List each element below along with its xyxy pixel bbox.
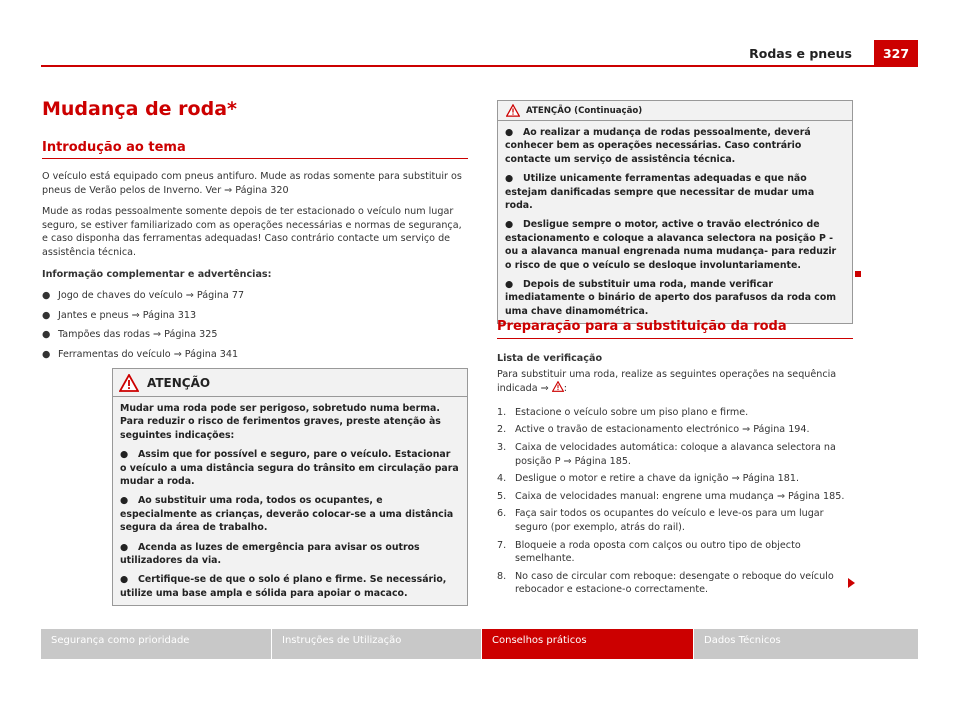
step-text: Bloqueie a roda oposta com calços ou outro tipo de objecto semelhante.: [515, 539, 801, 565]
step-text: Faça sair todos os ocupantes do veículo e leve-os para um lugar seguro (por exemplo, atrás do rail).: [515, 508, 824, 533]
list-item: 4. Desligue o motor e retire a chave da ignição ⇒ Página 181.: [497, 473, 800, 485]
warning-item: ● Ao substituir uma roda, todos os ocupantes, e especialmente as crianças, deverão colocar-se a uma distância segura da área de trabalho.: [120, 495, 454, 534]
warning-body: [498, 121, 852, 323]
checklist-intro: [497, 368, 853, 396]
intro-text: [42, 170, 468, 368]
step-text: Active o travão de estacionamento electrónico ⇒ Página 194.: [515, 424, 810, 436]
warning-triangle-icon: [506, 104, 520, 117]
warning-item-text: Certifique-se de que o solo é plano e firme. Se necessário, utilize uma base ampla e sólida para apoiar o macaco.: [120, 574, 447, 599]
list-item: ● Jogo de chaves do veículo ⇒ Página 77: [42, 290, 245, 302]
paragraph: Mude as rodas pessoalmente somente depois de ter estacionado o veículo num lugar seguro, se estiver familiarizado com as operações necessárias e normas de segurança, e caso disponha das ferramentas adequadas! Caso contrário contacte um serviço de assistência técnica.: [42, 206, 462, 258]
list-item: 2. Active o travão de estacionamento electrónico ⇒ Página 194.: [497, 424, 810, 436]
list-item-text: Ferramentas do veículo ⇒ Página 341: [58, 348, 239, 360]
warning-item: ● Utilize unicamente ferramentas adequadas e que não estejam danificadas sempre que necessitar de mudar uma roda.: [505, 173, 815, 212]
checklist-intro-text: Para substituir uma roda, realize as seguintes operações na sequência indicada ⇒: [497, 368, 837, 395]
warning-item-text: Ao realizar a mudança de rodas pessoalmente, deverá conhecer bem as operações necessárias. Caso contrário contacte um serviço de assistência técnica.: [505, 127, 811, 165]
list-item: ● Jantes e pneus ⇒ Página 313: [42, 309, 197, 321]
section-heading-intro: Introdução ao tema: [42, 140, 186, 155]
warning-item-text: Ao substituir uma roda, todos os ocupantes, e especialmente as crianças, deverão colocar-se a uma distância segura da área de trabalho.: [120, 495, 454, 534]
warning-title: ATENÇÃO (Continuação): [526, 105, 643, 116]
list-item: 6. Faça sair todos os ocupantes do veículo e leve-os para um lugar seguro (por exemplo, atrás do rail).: [497, 507, 853, 534]
footer-tab-instructions[interactable]: Instruções de Utilização: [272, 629, 481, 659]
warning-item-text: Assim que for possível e seguro, pare o veículo. Estacionar o veículo a uma distância segura do trânsito em circulação para mudar a roda.: [120, 449, 459, 488]
warning-header: [498, 101, 852, 121]
list-item: 5. Caixa de velocidades manual: engrene uma mudança ⇒ Página 185.: [497, 490, 845, 502]
checklist-text: [497, 352, 853, 601]
warning-continuation-box: [497, 100, 853, 324]
section-heading-preparation: Preparação para a substituição da roda: [497, 319, 787, 334]
list-item-text: Tampões das rodas ⇒ Página 325: [58, 329, 218, 341]
step-text: Caixa de velocidades manual: engrene uma mudança ⇒ Página 185.: [515, 490, 845, 502]
running-header: Rodas e pneus: [749, 46, 852, 61]
checklist-intro-end: :: [563, 383, 568, 395]
page-number: 327: [874, 40, 918, 67]
warning-item-text: Acenda as luzes de emergência para avisar os outros utilizadores da via.: [120, 541, 420, 567]
warning-title: ATENÇÃO: [147, 375, 211, 390]
section-rule: [42, 158, 468, 159]
list-item: 3. Caixa de velocidades automática: coloque a alavanca selectora na posição P ⇒ Página 185.: [497, 441, 853, 468]
section-rule: [497, 338, 853, 339]
footer-tab-practical-tips[interactable]: Conselhos práticos: [482, 629, 693, 659]
info-heading: Informação complementar e advertências:: [42, 268, 272, 280]
footer-tab-technical-data[interactable]: Dados Técnicos: [694, 629, 918, 659]
step-text: No caso de circular com reboque: desengate o reboque do veículo rebocador e estacione-o correctamente.: [515, 570, 834, 596]
step-text: Estacione o veículo sobre um piso plano e firme.: [515, 406, 749, 418]
list-item: 8. No caso de circular com reboque: desengate o reboque do veículo rebocador e estacione-o correctamente.: [497, 570, 853, 597]
footer-tab-security[interactable]: Segurança como prioridade: [41, 629, 271, 659]
warning-triangle-icon: [119, 374, 139, 392]
step-text: Caixa de velocidades automática: coloque a alavanca selectora na posição P ⇒ Página 185.: [515, 441, 836, 467]
end-of-section-marker: [855, 271, 861, 277]
list-item: 1. Estacione o veículo sobre um piso plano e firme.: [497, 406, 749, 418]
continue-arrow-icon: [848, 578, 855, 588]
list-item-text: Jantes e pneus ⇒ Página 313: [58, 309, 197, 321]
step-text: Desligue o motor e retire a chave da ignição ⇒ Página 181.: [515, 473, 800, 485]
warning-header: [113, 369, 467, 397]
warning-item: ● Depois de substituir uma roda, mande verificar imediatamente o binário de aperto dos parafusos da roda com uma chave dinamométrica.: [505, 279, 837, 317]
chapter-title: Mudança de roda*: [42, 98, 237, 120]
warning-item: ● Certifique-se de que o solo é plano e firme. Se necessário, utilize uma base ampla e sólida para apoiar o macaco.: [120, 574, 447, 599]
warning-item: ● Desligue sempre o motor, active o travão electrónico de estacionamento e coloque a alavanca selectora na posição P -ou a alavanca manual engrenada numa mudança- para reduzir o risco de que o veículo se desloque involuntariamente.: [505, 219, 837, 271]
warning-item: ● Ao realizar a mudança de rodas pessoalmente, deverá conhecer bem as operações necessárias. Caso contrário contacte um serviço de assistência técnica.: [505, 127, 811, 165]
list-item: ● Tampões das rodas ⇒ Página 325: [42, 329, 218, 341]
list-item: ● Ferramentas do veículo ⇒ Página 341: [42, 348, 239, 360]
paragraph: O veículo está equipado com pneus antifuro. Mude as rodas somente para substituir os pneus de Verão pelos de Inverno. Ver ⇒ Página 320: [42, 171, 462, 196]
header-rule: [41, 65, 918, 67]
warning-triangle-icon: [552, 381, 564, 392]
warning-intro: Mudar uma roda pode ser perigoso, sobretudo numa berma. Para reduzir o risco de ferimentos graves, preste atenção às seguintes indicações:: [120, 403, 441, 441]
warning-body: [113, 397, 467, 605]
checklist-heading: Lista de verificação: [497, 353, 603, 364]
list-item: 7. Bloqueie a roda oposta com calços ou outro tipo de objecto semelhante.: [497, 539, 853, 566]
warning-item: ● Assim que for possível e seguro, pare o veículo. Estacionar o veículo a uma distância segura do trânsito em circulação para mudar a roda.: [120, 449, 459, 488]
warning-item-text: Depois de substituir uma roda, mande verificar imediatamente o binário de aperto dos parafusos da roda com uma chave dinamométrica.: [505, 279, 837, 317]
list-item-text: Jogo de chaves do veículo ⇒ Página 77: [58, 290, 245, 302]
warning-box: [112, 368, 468, 606]
warning-item-text: Utilize unicamente ferramentas adequadas e que não estejam danificadas sempre que necessitar de mudar uma roda.: [505, 173, 815, 212]
warning-item-text: Desligue sempre o motor, active o travão electrónico de estacionamento e coloque a alavanca selectora na posição P -ou a alavanca manual engrenada numa mudança- para reduzir o risco de que o veículo se desloque involuntariamente.: [505, 219, 837, 271]
warning-item: ● Acenda as luzes de emergência para avisar os outros utilizadores da via.: [120, 541, 420, 567]
